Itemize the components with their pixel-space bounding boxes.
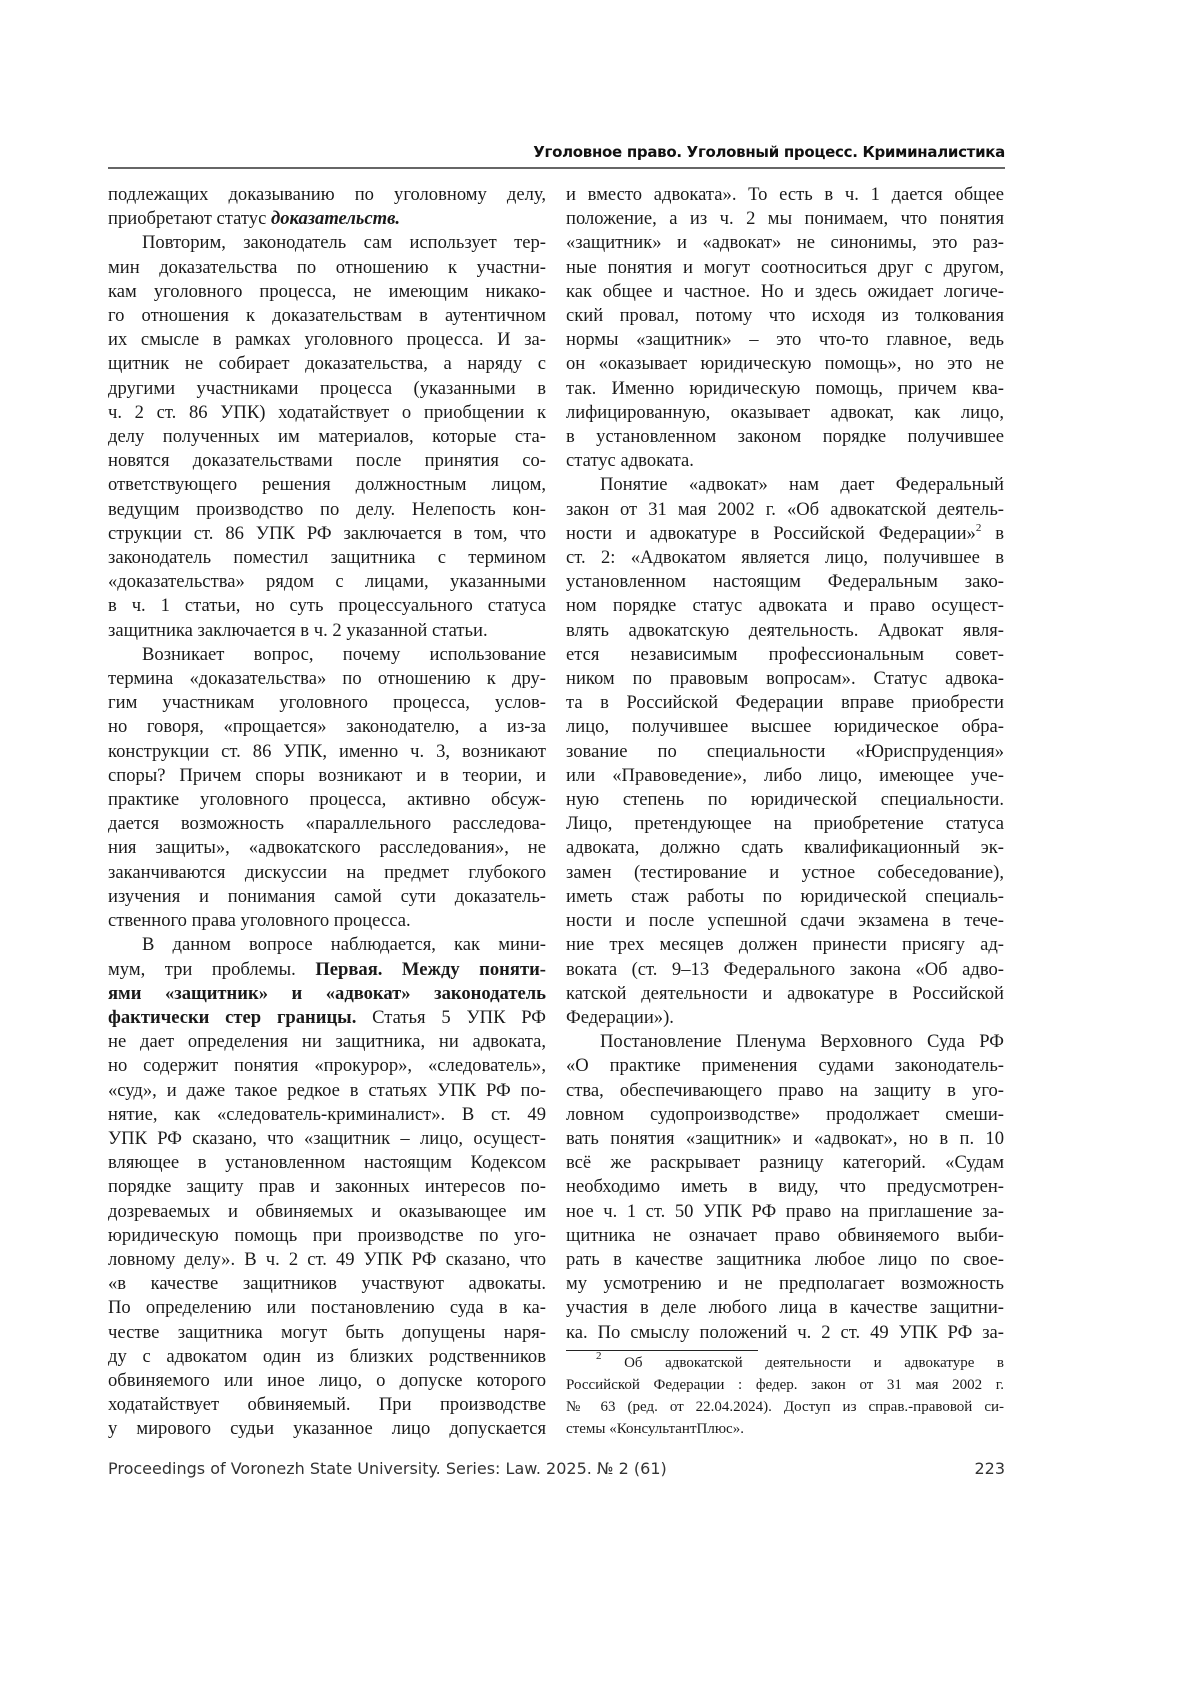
text-line: «доказательства» рядом с лицами, указанными	[108, 570, 546, 594]
paragraph	[566, 183, 1004, 473]
text-line: обвиняемого или иное лицо, о допуске которого	[108, 1369, 546, 1393]
text-line: дается возможность «параллельного расследова-	[108, 812, 546, 836]
emphasis-text: доказательств.	[271, 208, 400, 229]
text-line: у мирового судьи указанное лицо допускается	[108, 1417, 546, 1441]
text-line: ственного права уголовного процесса.	[108, 909, 546, 933]
text-line: го отношения к доказательствам в аутентичном	[108, 304, 546, 328]
text-line: «в качестве защитников участвуют адвокаты.	[108, 1272, 546, 1296]
text-line: но говоря, «прощается» законодателю, а из-за	[108, 715, 546, 739]
text-line: он «оказывает юридическую помощь», но это не	[566, 352, 1004, 376]
left-column	[108, 183, 546, 1442]
text-line: так. Именно юридическую помощь, причем ква-	[566, 377, 1004, 401]
text-line: Федерации»).	[566, 1006, 1004, 1030]
text-line: В данном вопросе наблюдается, как мини-	[108, 933, 546, 957]
text-line: установленном настоящим Федеральным зако-	[566, 570, 1004, 594]
text-line: законодатель поместил защитника с термином	[108, 546, 546, 570]
paragraph	[108, 183, 546, 231]
text-line: ном порядке статус адвоката и право осущест-	[566, 594, 1004, 618]
text-line: нормы «защитник» – это что-то главное, ведь	[566, 328, 1004, 352]
text-line: ловном судопроизводстве» продолжает смеши-	[566, 1103, 1004, 1127]
text-line: адвоката, должно сдать квалификационный эк-	[566, 836, 1004, 860]
text-line: зование по специальности «Юриспруденция»	[566, 740, 1004, 764]
text-segment: в	[981, 523, 1004, 544]
text-line: стемы «КонсультантПлюс».	[566, 1418, 1004, 1440]
text-line: «О практике применения судами законодатель-	[566, 1054, 1004, 1078]
text-line: Российской Федерации : федер. закон от 31 мая 2002 г.	[566, 1374, 1004, 1396]
paragraph	[566, 1030, 1004, 1345]
text-line: всё же раскрывает разницу категорий. «Судам	[566, 1151, 1004, 1175]
text-line: честве защитника могут быть допущены наря-	[108, 1321, 546, 1345]
text-line: но содержит понятия «прокурор», «следователь»,	[108, 1054, 546, 1078]
text-line: щитник не собирает доказательства, а наряду с	[108, 352, 546, 376]
text-line: практике уголовного процесса, активно обсуж-	[108, 788, 546, 812]
text-line: закон от 31 мая 2002 г. «Об адвокатской деятель-	[566, 498, 1004, 522]
text-line: нятие, как «следователь-криминалист». В ст. 49	[108, 1103, 546, 1127]
emphasis-text: фактически стер границы.	[108, 1007, 356, 1028]
running-head-title: Уголовное право. Уголовный процесс. Криминалистика	[108, 143, 1005, 161]
text-line: Возникает вопрос, почему использование	[108, 643, 546, 667]
text-segment: мум, три проблемы.	[108, 959, 315, 980]
text-line: ния защиты», «адвокатского расследования», не	[108, 836, 546, 860]
text-line: заканчиваются дискуссии на предмет глубокого	[108, 861, 546, 885]
text-line: кам уголовного процесса, не имеющим никако-	[108, 280, 546, 304]
text-line: дозреваемых и обвиняемых и оказывающее им	[108, 1200, 546, 1224]
text-line: конструкции ст. 86 УПК, именно ч. 3, возникают	[108, 740, 546, 764]
text-line: вать понятия «защитник» и «адвокат», но в п. 10	[566, 1127, 1004, 1151]
header-rule	[108, 167, 1005, 169]
text-line	[566, 522, 1004, 546]
text-line: «защитник» и «адвокат» не синонимы, это раз-	[566, 231, 1004, 255]
text-segment: Статья 5 УПК РФ	[356, 1007, 546, 1028]
text-line: участия в деле любого лица в качестве защитни-	[566, 1296, 1004, 1320]
emphasis-text: ями «защитник» и «адвокат» законодатель	[108, 983, 546, 1004]
text-line: Повторим, законодатель сам использует тер-	[108, 231, 546, 255]
text-line: термина «доказательства» по отношению к дру-	[108, 667, 546, 691]
text-line: лифицированную, оказывает адвокат, как лицо,	[566, 401, 1004, 425]
text-line: подлежащих доказыванию по уголовному делу,	[108, 183, 546, 207]
journal-citation: Proceedings of Voronezh State University. Series: Law. 2025. № 2 (61)	[108, 1459, 667, 1478]
footnote-marker: 2	[976, 522, 982, 534]
text-line: рать в качестве защитника любое лицо по свое-	[566, 1248, 1004, 1272]
text-line	[566, 1352, 1004, 1374]
text-line: УПК РФ сказано, что «защитник – лицо, осущест-	[108, 1127, 546, 1151]
footnote	[566, 1352, 1004, 1440]
text-line: ст. 2: «Адвокатом является лицо, получившее в	[566, 546, 1004, 570]
text-line: Лицо, претендующее на приобретение статуса	[566, 812, 1004, 836]
text-line: ский провал, потому что исходя из толкования	[566, 304, 1004, 328]
text-line	[108, 958, 546, 982]
text-line: ч. 2 ст. 86 УПК) ходатайствует о приобщении к	[108, 401, 546, 425]
text-line: ходатайствует обвиняемый. При производстве	[108, 1393, 546, 1417]
text-line: ником по правовым вопросам». Статус адвока-	[566, 667, 1004, 691]
text-segment: Об адвокатской деятельности и адвокатуре в	[602, 1355, 1005, 1371]
text-segment: приобретают статус	[108, 208, 271, 229]
text-line: как общее и частное. Но и здесь ожидает логиче-	[566, 280, 1004, 304]
text-line: изучения и понимания самой сути доказатель-	[108, 885, 546, 909]
text-line: воката (ст. 9–13 Федерального закона «Об адво-	[566, 958, 1004, 982]
paragraph	[108, 231, 546, 642]
text-line: их смысле в рамках уголовного процесса. И за-	[108, 328, 546, 352]
text-line: мин доказательства по отношению к участни-	[108, 256, 546, 280]
text-line: новятся доказательствами после принятия со-	[108, 449, 546, 473]
text-line: му усмотрению и не предполагает возможность	[566, 1272, 1004, 1296]
text-line: или «Правоведение», либо лицо, имеющее уче-	[566, 764, 1004, 788]
text-line: ные понятия и могут соотноситься друг с другом,	[566, 256, 1004, 280]
text-line: замен (тестирование и устное собеседование),	[566, 861, 1004, 885]
text-segment: ности и адвокатуре в Российской Федерации»	[566, 523, 976, 544]
text-line: лицо, получившее высшее юридическое обра-	[566, 715, 1004, 739]
text-line: иметь стаж работы по юридической специаль-	[566, 885, 1004, 909]
paragraph	[108, 933, 546, 1441]
text-line: споры? Причем споры возникают и в теории, и	[108, 764, 546, 788]
text-line: необходимо иметь в виду, что предусмотрен-	[566, 1175, 1004, 1199]
text-line: По определению или постановлению суда в ка-	[108, 1296, 546, 1320]
text-line: вляющее в установленном настоящим Кодексом	[108, 1151, 546, 1175]
text-line	[108, 1006, 546, 1030]
text-line: в установленном законом порядке получившее	[566, 425, 1004, 449]
text-line: щитника не означает право обвиняемого выби-	[566, 1224, 1004, 1248]
text-line: не дает определения ни защитника, ни адвоката,	[108, 1030, 546, 1054]
text-line	[108, 982, 546, 1006]
text-line: «суд», и даже такое редкое в статьях УПК РФ по-	[108, 1079, 546, 1103]
text-line: ное ч. 1 ст. 50 УПК РФ право на приглашение за-	[566, 1200, 1004, 1224]
text-line: защитника заключается в ч. 2 указанной статьи.	[108, 619, 546, 643]
page-footer	[108, 1459, 1005, 1478]
paragraph	[566, 473, 1004, 1030]
text-line: юридическую помощь при производстве по уго-	[108, 1224, 546, 1248]
text-line: № 63 (ред. от 22.04.2024). Доступ из справ.-правовой си-	[566, 1396, 1004, 1418]
text-line: ответствующего решения должностным лицом,	[108, 473, 546, 497]
page-number: 223	[974, 1459, 1005, 1478]
footnote-rule	[566, 1350, 758, 1351]
text-line: ности и после успешной сдачи экзамена в тече-	[566, 909, 1004, 933]
text-line: ства, обеспечивающего право на защиту в уго-	[566, 1079, 1004, 1103]
paragraph	[108, 643, 546, 933]
text-line: ка. По смыслу положений ч. 2 ст. 49 УПК РФ за-	[566, 1321, 1004, 1345]
text-line: другими участниками процесса (указанными в	[108, 377, 546, 401]
text-line: катской деятельности и адвокатуре в Российской	[566, 982, 1004, 1006]
text-line: порядке защиту прав и законных интересов по-	[108, 1175, 546, 1199]
text-line: ловному делу». В ч. 2 ст. 49 УПК РФ сказано, что	[108, 1248, 546, 1272]
right-column	[566, 183, 1004, 1345]
text-line: ведущим производство по делу. Нелепость кон-	[108, 498, 546, 522]
text-line: положение, а из ч. 2 мы понимаем, что понятия	[566, 207, 1004, 231]
text-line: статус адвоката.	[566, 449, 1004, 473]
text-line	[108, 207, 546, 231]
text-line: Понятие «адвокат» нам дает Федеральный	[566, 473, 1004, 497]
text-line: ду с адвокатом один из близких родственников	[108, 1345, 546, 1369]
footnote-marker: 2	[596, 1350, 602, 1362]
text-line: делу полученных им материалов, которые ста-	[108, 425, 546, 449]
text-line: в ч. 1 статьи, но суть процессуального статуса	[108, 594, 546, 618]
text-line: и вместо адвоката». То есть в ч. 1 дается общее	[566, 183, 1004, 207]
emphasis-text: Первая. Между поняти-	[315, 959, 546, 980]
text-line: Постановление Пленума Верховного Суда РФ	[566, 1030, 1004, 1054]
text-line: ную степень по юридической специальности.	[566, 788, 1004, 812]
text-line: влять адвокатскую деятельность. Адвокат явля-	[566, 619, 1004, 643]
text-line: та в Российской Федерации вправе приобрести	[566, 691, 1004, 715]
text-line: ется независимым профессиональным совет-	[566, 643, 1004, 667]
text-line: струкции ст. 86 УПК РФ заключается в том, что	[108, 522, 546, 546]
text-line: гим участникам уголовного процесса, услов-	[108, 691, 546, 715]
text-line: ние трех месяцев должен принести присягу ад-	[566, 933, 1004, 957]
